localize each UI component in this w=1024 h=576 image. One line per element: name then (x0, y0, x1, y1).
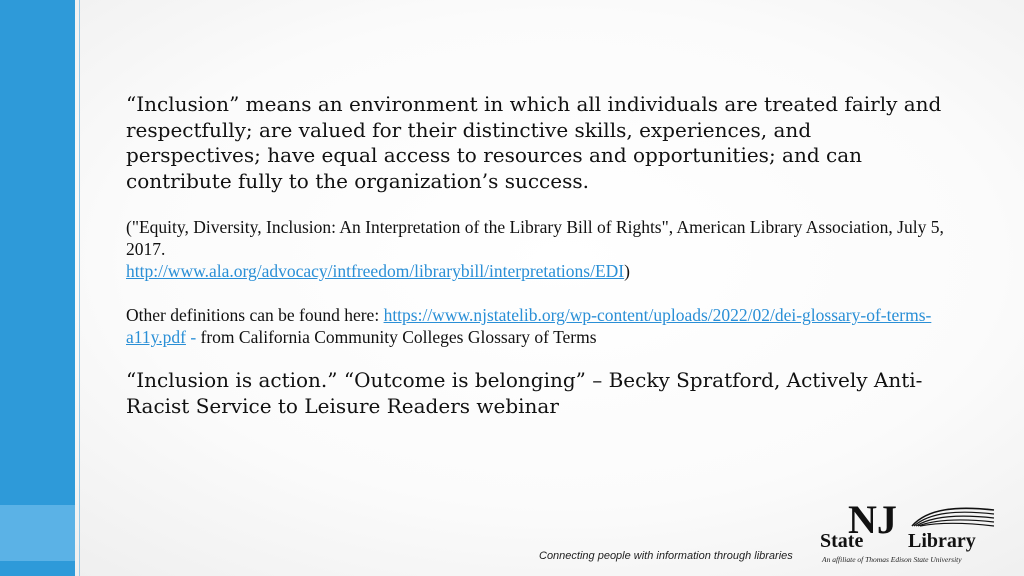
other-definitions-suffix: from California Community Colleges Glossary of Terms (200, 327, 597, 347)
open-book-icon (908, 504, 998, 530)
logo-nj-text: NJ (848, 497, 897, 542)
nj-state-library-logo (820, 497, 1004, 570)
inclusion-quote: “Inclusion is action.” “Outcome is belonging” – Becky Spratford, Actively Anti-Racist Service to Leisure Readers webinar (126, 368, 923, 418)
citation-open: ( (126, 217, 132, 237)
left-accent-divider (79, 0, 80, 576)
logo-affiliate-text: An affiliate of Thomas Edison State University (822, 555, 962, 564)
slide-body (126, 92, 946, 419)
dei-glossary-link[interactable]: https://www.njstatelib.org/wp-content/uploads/2022/02/dei-glossary-of-terms-a11y.pdf (126, 305, 932, 347)
inclusion-definition: “Inclusion” means an environment in which all individuals are treated fairly and respectfully; are valued for their distinctive skills, experiences, and perspectives; have equal access to resources and opportunities; and can contribute fully to the organization’s success. (126, 92, 942, 193)
left-accent-bar (0, 0, 75, 576)
citation-close: ) (624, 261, 630, 281)
footer-tagline: Connecting people with information through libraries (539, 550, 793, 562)
left-accent-highlight (0, 505, 75, 561)
other-definitions-prefix: Other definitions can be found here: (126, 305, 384, 325)
ala-edi-link[interactable]: http://www.ala.org/advocacy/intfreedom/librarybill/interpretations/EDI (126, 261, 625, 281)
citation-text: "Equity, Diversity, Inclusion: An Interpretation of the Library Bill of Rights", American Library Association, July 5, 2017. (126, 217, 944, 259)
citation (126, 216, 946, 282)
other-definitions (126, 304, 946, 348)
other-definitions-dash: - (185, 327, 201, 347)
logo-state-text: State (820, 530, 864, 552)
logo-library-text: Library (908, 530, 976, 552)
